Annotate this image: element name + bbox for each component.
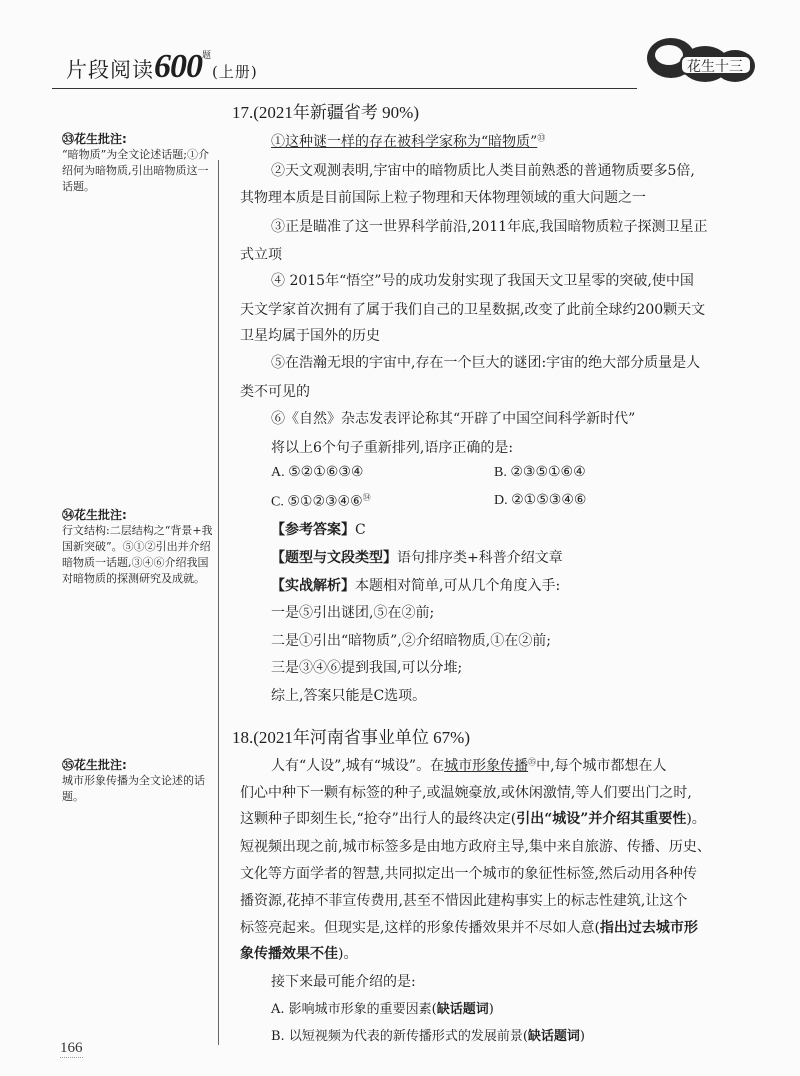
passage-line-1: 人有“人设”,城有“城设”。在城市形象传播$^㉟$中,每个城市都想在人 [271,757,667,774]
passage-line-3: 这颗种子即刻生长,“抢夺”出行人的最终决定(引出“城设”并介绍其重要性)。 [240,811,706,827]
book-title-ti: 题 [202,51,213,61]
note-body: 行文结构:二层结构之“背景+我国新突破”。⑤①②引出并介绍暗物质一话题,③④⑥介绍我国对暗物质的探测研究及成就。 [62,524,213,585]
passage-line-8: 象传播效果不佳)。 [240,946,358,962]
option-c: C. ⑤①②③④⑥$^㉞$ [271,493,371,510]
type-line: 【题型与文段类型】语句排序类+科普介绍文章 [271,550,563,566]
analysis-line: 【实战解析】本题相对简单,可从几个角度入手: [271,578,561,594]
question-18-prompt: 接下来最可能介绍的是: [271,974,416,990]
passage-line-4: 短视频出现之前,城市标签多是由地方政府主导,集中来自旅游、传播、历史、 [240,839,711,855]
sentence-2a: ②天文观测表明,宇宙中的暗物质比人类目前熟悉的普通物质要多5倍, [271,163,695,179]
option-b: B. ②③⑤①⑥④ [494,465,586,480]
sentence-2b: 其物理本质是目前国际上粒子物理和天体物理领域的重大问题之一 [240,190,646,206]
book-title [66,48,258,86]
note-heading: ㉝花生批注: [62,132,127,146]
analysis-conclusion: 综上,答案只能是C选项。 [271,688,427,704]
question-17-prompt: 将以上6个句子重新排列,语序正确的是: [271,440,514,456]
passage-line-2: 们心中种下一颗有标签的种子,或温婉豪放,或休闲激情,等人们要出门之时, [240,785,692,801]
passage-line-6: 播资源,花掉不菲宣传费用,甚至不惜因此建构事实上的标志性建筑,让这个 [240,893,688,909]
sentence-3b: 式立项 [240,247,282,263]
publisher-logo [643,34,758,86]
book-title-number: 600 [154,48,202,85]
option-a: A. ⑤②①⑥③④ [271,465,364,480]
margin-divider [218,160,219,1045]
margin-note-35 [62,757,214,805]
sentence-4a: ④ 2015年“悟空”号的成功发射实现了我国天文卫星零的突破,使中国 [271,273,694,289]
question-18-heading: 18.(2021年河南省事业单位 67%) [232,728,470,747]
note-marker: ㉟ [528,757,537,767]
option-b: B. 以短视频为代表的新传播形式的发展前景(缺话题词) [271,1029,585,1044]
sentence-5a: ⑤在浩瀚无垠的宇宙中,存在一个巨大的谜团:宇宙的绝大部分质量是人 [271,355,701,371]
note-marker: ㉞ [362,493,371,502]
passage-line-5: 文化等方面学者的智慧,共同拟定出一个城市的象征性标签,然后动用各种传 [240,866,697,882]
note-heading: ㉟花生批注: [62,758,127,772]
sentence-4c: 卫星均属于国外的历史 [240,328,380,344]
sentence-1: ①这种谜一样的存在被科学家称为“暗物质”$^㉝$ [271,133,546,150]
margin-note-33 [62,131,214,195]
question-17-heading: 17.(2021年新疆省考 90%) [232,103,419,122]
passage-line-7: 标签亮起来。但现实是,这样的形象传播效果并不尽如人意(指出过去城市形 [240,920,698,936]
page-number: 166 [60,1040,83,1056]
note-body: “暗物质”为全文论述话题;①介绍何为暗物质,引出暗物质这一话题。 [62,148,209,193]
note-heading: ㉞花生批注: [62,508,127,522]
sentence-5b: 类不可见的 [240,384,310,400]
note-body: 城市形象传播为全文论述的话题。 [62,774,205,803]
logo-text: 花生十三 [687,59,743,75]
option-d: D. ②①⑤③④⑥ [494,493,587,508]
header-rule [52,88,637,89]
book-title-prefix: 片段阅读 [66,58,154,82]
sentence-3a: ③正是瞄准了这一世界科学前沿,2011年底,我国暗物质粒子探测卫星正 [271,219,708,235]
analysis-point-2: 二是①引出“暗物质”,②介绍暗物质,①在②前; [271,633,551,649]
sentence-6: ⑥《自然》杂志发表评论称其“开辟了中国空间科学新时代” [271,411,636,427]
sentence-4b: 天文学家首次拥有了属于我们自己的卫星数据,改变了此前全球约200颗天文 [240,302,706,318]
book-title-volume: (上册) [212,63,258,81]
analysis-point-3: 三是③④⑥提到我国,可以分堆; [271,660,463,676]
margin-note-34 [62,507,214,587]
page-header [0,0,800,95]
answer-line: 【参考答案】C [271,522,366,538]
note-marker: ㉝ [537,133,546,143]
option-a: A. 影响城市形象的重要因素(缺话题词) [271,1002,494,1017]
analysis-point-1: 一是⑤引出谜团,⑤在②前; [271,605,435,621]
